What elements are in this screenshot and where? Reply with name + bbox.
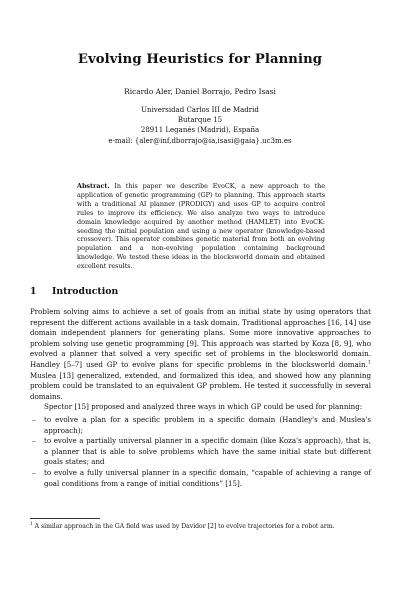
footnote bbox=[30, 523, 371, 531]
affiliation-street: Butarque 15 bbox=[177, 116, 223, 125]
affiliation-email: e-mail: {aler@inf,dborrajo@ia,isasi@gaia}.uc3m.es bbox=[108, 136, 292, 145]
author-list: Ricardo Aler, Daniel Borrajo, Pedro Isasi bbox=[124, 87, 276, 96]
affiliation-block bbox=[0, 105, 400, 146]
list-item: – to evolve a plan for a specific problem in a specific domain (Handley's and Muslea's approach); bbox=[30, 415, 371, 436]
footnote-mark: 1 bbox=[30, 521, 33, 527]
section-heading bbox=[30, 286, 118, 297]
paragraph-1 bbox=[30, 307, 371, 402]
affiliation-institution: Universidad Carlos III de Madrid bbox=[141, 106, 259, 114]
body-text bbox=[30, 307, 371, 489]
list-item: – to evolve a fully universal planner in a specific domain, “capable of achieving a range of goal conditions from a range of initial conditions” [15]. bbox=[30, 468, 371, 489]
section-number: 1 bbox=[30, 286, 37, 297]
section-title: Introduction bbox=[52, 286, 119, 297]
approach-list bbox=[30, 415, 371, 489]
affiliation-city: 28911 Leganés (Madrid), España bbox=[140, 126, 260, 135]
list-item: – to evolve a partially universal planner in a specific domain (like Koza's approach), that is, a planner that is able to solve problems which have the same initial state but different goals states; and bbox=[30, 436, 371, 468]
paragraph-1-text: Problem solving aims to achieve a set of goals from an initial state by using operators that represent the different actions available in a task domain. Traditional approaches [16, 14] use domain independent planners for generating plans. Some more innovative approaches to problem solving use genetic programming [9]. This approach was started by Koza [8, 9], who evolved a planner that solved a very specific set of problems in the blocksworld domain. Handley [5–7] used GP to evolve plans for specific problems in the blocksworld domain. bbox=[30, 307, 371, 369]
abstract-text: In this paper we describe EvoCK, a new approach to the application of genetic programming (GP) to planning. This approach starts with a traditional AI planner (PRODIGY) and uses GP to acquire control rules to improve its efficiency. We also analyze two ways to introduce domain knowledge acquired by another method (HAMLET) into EvoCK: seeding the initial population and using a new operator (knowledge-based crossover). This operator combines genetic material from both an evolving population and a non-evolving population containing background knowledge. We tested these ideas in the blocksworld domain and obtained excellent results. bbox=[77, 182, 325, 271]
footnote-divider bbox=[30, 518, 100, 519]
paragraph-1-continued: Muslea [13] generalized, extended, and formalized this idea, and showed how any planning problem could be translated to an equivalent GP problem. He tested it successfully in several domains. bbox=[30, 370, 371, 401]
footnote-text: A similar approach in the GA field was used by Davidor [2] to evolve trajectories for a robot arm. bbox=[32, 523, 335, 530]
paper-title: Evolving Heuristics for Planning bbox=[77, 52, 323, 67]
abstract-label: Abstract. bbox=[77, 182, 110, 190]
footnote-reference[interactable]: 1 bbox=[367, 359, 371, 366]
abstract bbox=[77, 182, 325, 271]
paragraph-2: Spector [15] proposed and analyzed three ways in which GP could be used for planning: bbox=[44, 402, 363, 412]
